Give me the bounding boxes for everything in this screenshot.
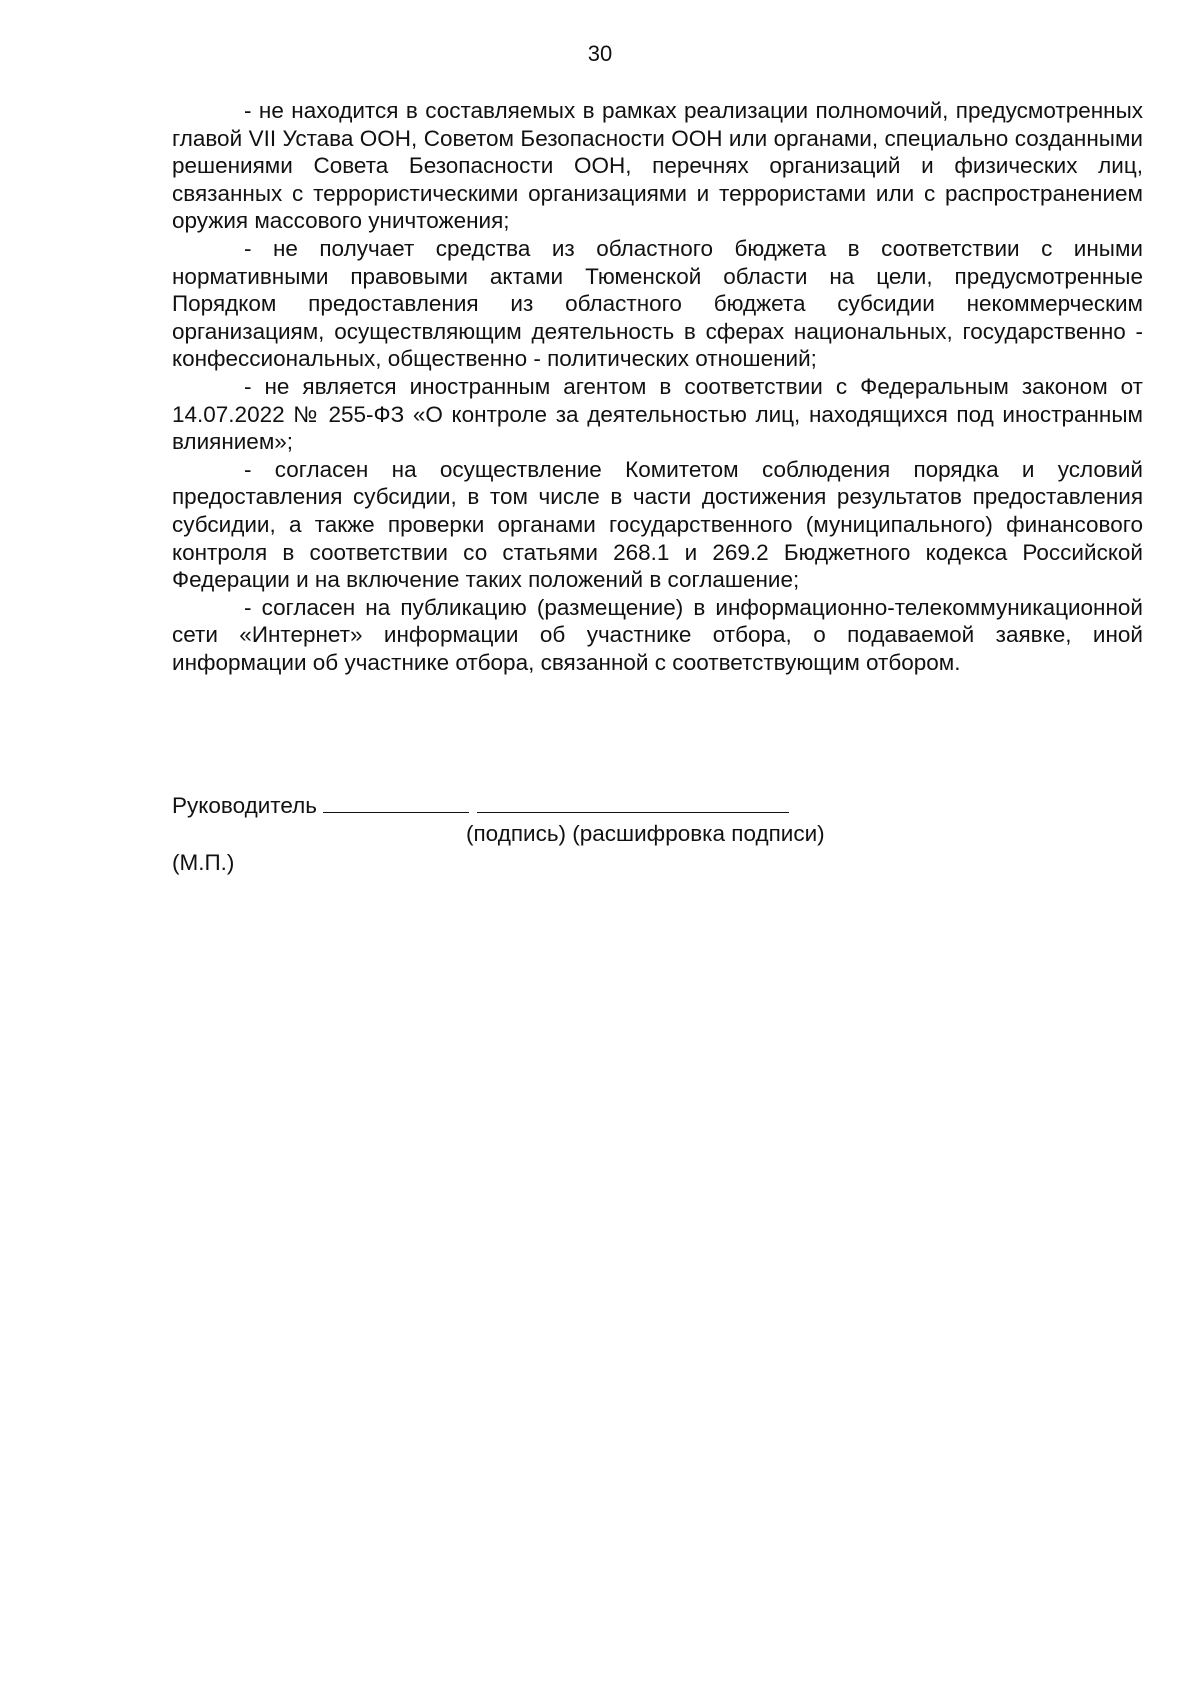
- document-body: [172, 97, 1143, 676]
- signature-name-blank: [477, 792, 789, 813]
- paragraph-not-in-terrorist-lists: - не находится в составляемых в рамках реализации полномочий, предусмотренных главой VII Устава ООН, Советом Безопасности ООН или органами, специально созданными решениями Совета Безопасности ООН, перечнях организаций и физических лиц, связанных с террористическими организациями и террористами или с распространением оружия массового уничтожения;: [172, 98, 1143, 234]
- paragraph-consent-to-control: - согласен на осуществление Комитетом соблюдения порядка и условий предоставления субсидии, в том числе в части достижения результатов предоставления субсидии, а также проверки органами государственного (муниципального) финансового контроля в соответствии со статьями 268.1 и 269.2 Бюджетного кодекса Российской Федерации и на включение таких положений в соглашение;: [172, 456, 1143, 593]
- signature-blank: [323, 792, 469, 813]
- paragraph-no-other-budget-funds: - не получает средства из областного бюджета в соответствии с иными нормативными правовыми актами Тюменской области на цели, предусмотренные Порядком предоставления из областного бюджета субсидии некоммерческим организациям, осуществляющим деятельность в сферах национальных, государственно - конфессиональных, общественно - политических отношений;: [172, 235, 1143, 372]
- paragraph-not-foreign-agent: - не является иностранным агентом в соответствии с Федеральным законом от 14.07.2022 № 255-ФЗ «О контроле за деятельностью лиц, находящихся под иностранным влиянием»;: [172, 373, 1143, 455]
- signature-caption: (подпись) (расшифровка подписи): [466, 821, 825, 846]
- signature-label: Руководитель: [172, 793, 317, 818]
- stamp-placeholder: (М.П.): [172, 850, 235, 875]
- paragraph-consent-to-publication: - согласен на публикацию (размещение) в информационно-телекоммуникационной сети «Интернет» информации об участнике отбора, о подаваемой заявке, иной информации об участнике отбора, связанной с соответствующим отбором.: [172, 594, 1143, 675]
- signature-line: [172, 792, 789, 820]
- page-number: 30: [587, 41, 613, 66]
